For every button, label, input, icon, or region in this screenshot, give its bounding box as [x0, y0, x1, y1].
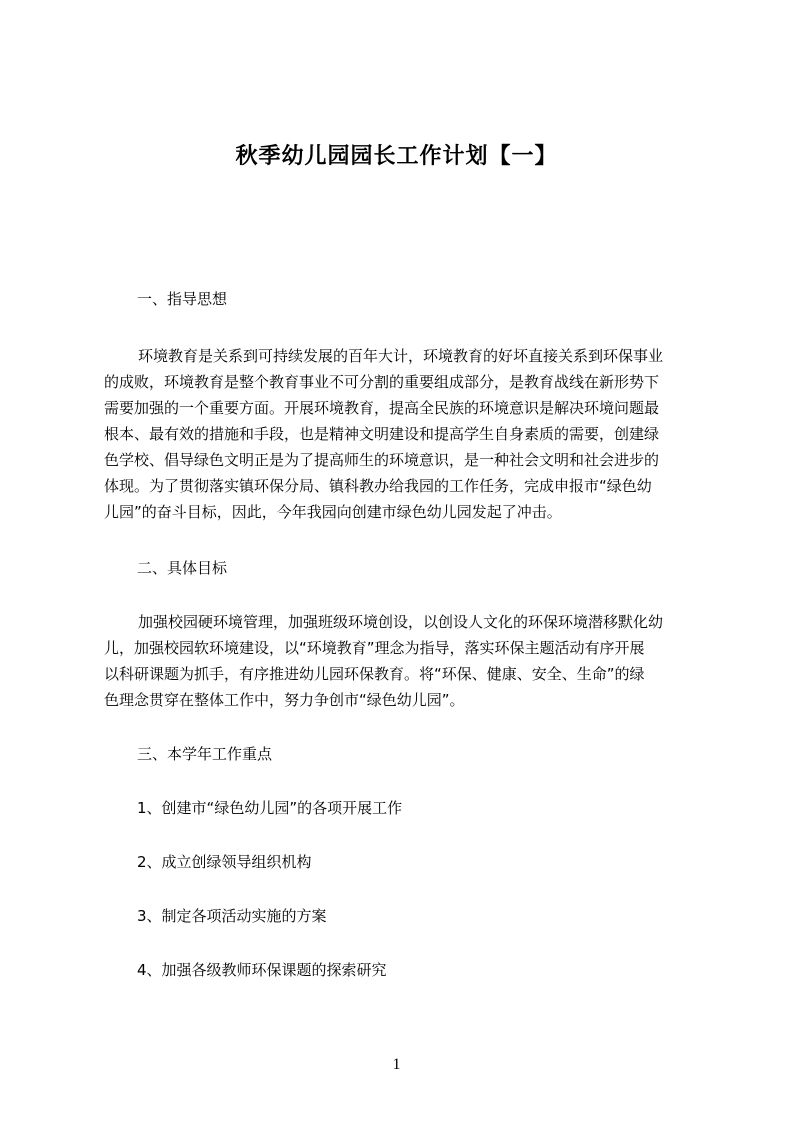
- list-item: 3、制定各项活动实施的方案: [137, 907, 327, 925]
- paragraph-line: 色理念贯穿在整体工作中，努力争创市“绿色幼儿园”。: [104, 691, 465, 709]
- paragraph-line: 环境教育是关系到可持续发展的百年大计，环境教育的好坏直接关系到环保事业: [138, 347, 664, 365]
- paragraph-line: 体现。为了贯彻落实镇环保分局、镇科教办给我园的工作任务，完成申报市“绿色幼: [104, 477, 652, 495]
- paragraph-line: 儿，加强校园软环境建设，以“环境教育”理念为指导，落实环保主题活动有序开展: [104, 639, 645, 657]
- paragraph-line: 需要加强的一个重要方面。开展环境教育，提高全民族的环境意识是解决环境问题最: [104, 399, 660, 417]
- paragraph-line: 的成败，环境教育是整个教育事业不可分割的重要组成部分，是教育战线在新形势下: [104, 373, 660, 391]
- paragraph-line: 以科研课题为抓手，有序推进幼儿园环保教育。将“环保、健康、安全、生命”的绿: [104, 665, 645, 683]
- list-item: 4、加强各级教师环保课题的探索研究: [137, 961, 387, 979]
- section-heading-specific-goals: 二、具体目标: [137, 559, 228, 577]
- section-heading-guiding-ideology: 一、指导思想: [137, 290, 228, 308]
- page-number: 1: [392, 1056, 401, 1073]
- section-heading-work-focus: 三、本学年工作重点: [137, 745, 273, 763]
- paragraph-line: 儿园”的奋斗目标，因此，今年我园向创建市绿色幼儿园发起了冲击。: [104, 503, 562, 521]
- list-item: 1、创建市“绿色幼儿园”的各项开展工作: [137, 799, 403, 817]
- paragraph-line: 根本、最有效的措施和手段，也是精神文明建设和提高学生自身素质的需要，创建绿: [104, 425, 660, 443]
- paragraph-line: 加强校园硬环境管理，加强班级环境创设，以创设人文化的环保环境潜移默化幼: [138, 613, 664, 631]
- paragraph-line: 色学校、倡导绿色文明正是为了提高师生的环境意识，是一种社会文明和社会进步的: [104, 451, 660, 469]
- list-item: 2、成立创绿领导组织机构: [137, 853, 312, 871]
- document-title: 秋季幼儿园园长工作计划【一】: [235, 144, 558, 169]
